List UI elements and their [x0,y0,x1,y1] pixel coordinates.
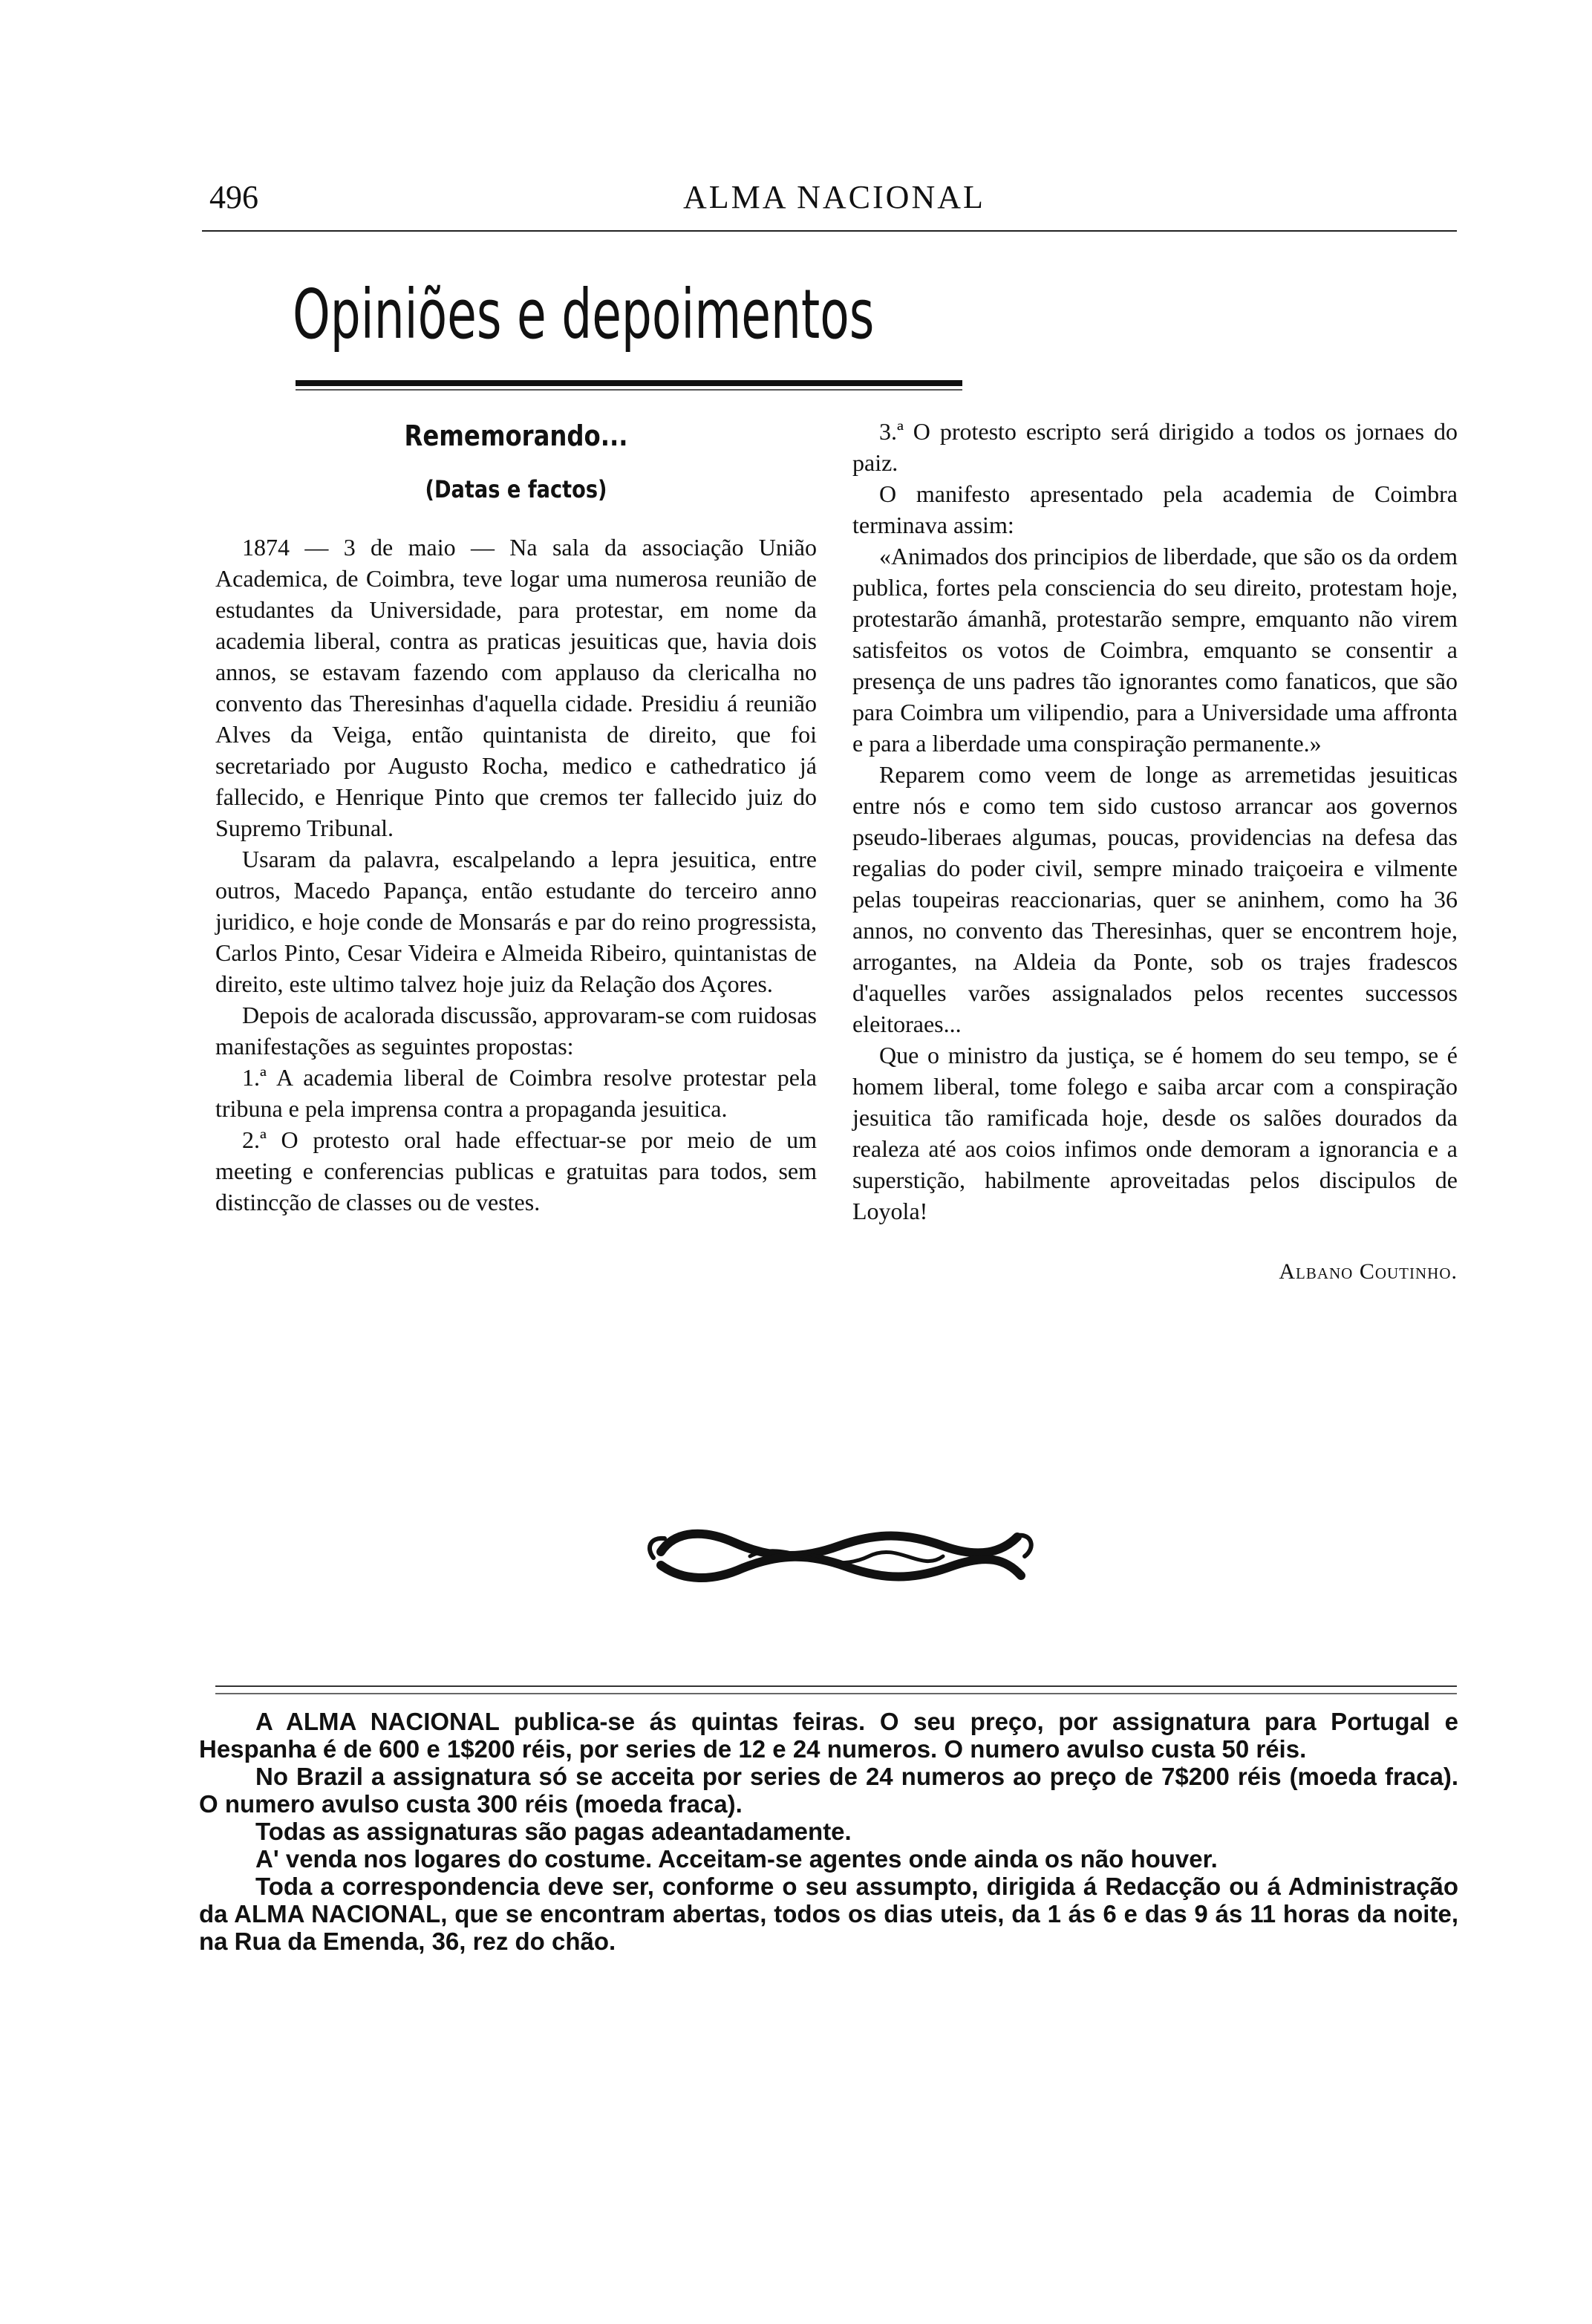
running-title: ALMA NACIONAL [683,179,985,215]
notice-paragraph: Todas as assignaturas são pagas adeantadamente. [255,1818,852,1845]
paragraph: 3.ª O protesto escripto será dirigido a todos os jornaes do paiz. [852,418,1458,476]
title-rule [296,380,962,386]
paragraph: Depois de acalorada discussão, approvaram-se com ruidosas manifestações as seguintes propostas: [215,1002,817,1060]
page-number: 496 [209,179,258,215]
title-rule-thin [296,389,962,391]
paragraph: Que o ministro da justiça, se é homem do seu tempo, se é homem liberal, tome folego e saiba arcar com a conspiração jesuitica tão ramificada hoje, desde os salões dourados da realeza até aos coios infimos onde demoram a ignorancia e a superstição, habilmente aproveitadas pelos discipulos de Loyola! [852,1042,1458,1224]
paragraph: 2.ª O protesto oral hade effectuar-se por meio de um meeting e conferencias publicas e gratuitas para todos, sem distincção de classes ou de vestes. [215,1126,817,1215]
article-heading: Rememorando... [404,420,628,452]
footer-rule-thin [215,1693,1457,1694]
notice-paragraph: Toda a correspondencia deve ser, conforme o seu assumpto, dirigida á Redacção ou á Administração da ALMA NACIONAL, que se encontram abertas, todos os dias uteis, da 1 ás 6 e das 9 ás 11 horas da noite, na Rua da Emenda, 36, rez do chão. [199,1873,1458,1955]
running-head [200,178,1463,230]
notice-paragraph: A' venda nos logares do costume. Acceitam-se agentes onde ainda os não houver. [255,1845,1218,1873]
paragraph: «Animados dos principios de liberdade, que são os da ordem publica, fortes pela consciencia do seu direito, protestam hoje, protestarão ámanhã, protestarão sempre, emquanto não virem satisfeitos os votos de Coimbra, emquanto se consentir a presença de uns padres tão ignorantes como fanaticos, que são para Coimbra um vilipendio, para a Universidade uma affronta e para a liberdade uma conspiração permanente.» [852,543,1458,757]
paragraph: Reparem como veem de longe as arremetidas jesuiticas entre nós e como tem sido custoso arrancar aos governos pseudo-liberaes algumas, poucas, providencias na defesa das regalias do poder civil, sempre minado traiçoeira e vilmente pelas toupeiras reaccionarias, quer se aninhem, como ha 36 annos, no convento das Theresinhas, quer se encontrem hoje, arrogantes, na Aldeia da Ponte, sob os trajes fradescos d'aquelles varões assignalados pelos recentes successos eleitoraes... [852,761,1458,1037]
signature: Albano Coutinho. [1279,1259,1458,1284]
header-rule [202,230,1457,232]
paragraph: O manifesto apresentado pela academia de Coimbra terminava assim: [852,480,1458,538]
notice-paragraph: No Brazil a assignatura só se acceita por series de 24 numeros ao preço de 7$200 réis (moeda fraca). O numero avulso custa 300 réis (moeda fraca). [199,1763,1458,1818]
notice-paragraph: A ALMA NACIONAL publica-se ás quintas feiras. O seu preço, por assignatura para Portugal e Hespanha é de 600 e 1$200 réis, por series de 12 e 24 numeros. O numero avulso custa 50 réis. [199,1708,1458,1763]
decorative-flourish-icon [631,1507,1047,1604]
article-left-column [215,416,817,1218]
article-right-column [852,416,1458,1287]
section-title: Opiniões e depoimentos [293,275,875,354]
paragraph: 1.ª A academia liberal de Coimbra resolve protestar pela tribuna e pela imprensa contra a propaganda jesuitica. [215,1064,817,1122]
footer-rule [215,1685,1457,1687]
paragraph: Usaram da palavra, escalpelando a lepra jesuitica, entre outros, Macedo Papança, então estudante do terceiro anno juridico, e hoje conde de Monsarás e par do reino progressista, Carlos Pinto, Cesar Videira e Almeida Ribeiro, quintanistas de direito, este ultimo talvez hoje juiz da Relação dos Açores. [215,846,817,997]
article-subheading: (Datas e factos) [425,475,607,503]
subscription-notice [199,1708,1458,1955]
paragraph: 1874 — 3 de maio — Na sala da associação União Academica, de Coimbra, teve logar uma numerosa reunião de estudantes da Universidade, para protestar, em nome da academia liberal, contra as praticas jesuiticas que, havia dois annos, se estavam fazendo com applauso da clericalha no convento das Theresinhas d'aquella cidade. Presidiu á reunião Alves da Veiga, então quintanista de direito, que foi secretariado por Augusto Rocha, medico e cathedratico já fallecido, e Henrique Pinto que cremos ter fallecido juiz do Supremo Tribunal. [215,534,817,841]
